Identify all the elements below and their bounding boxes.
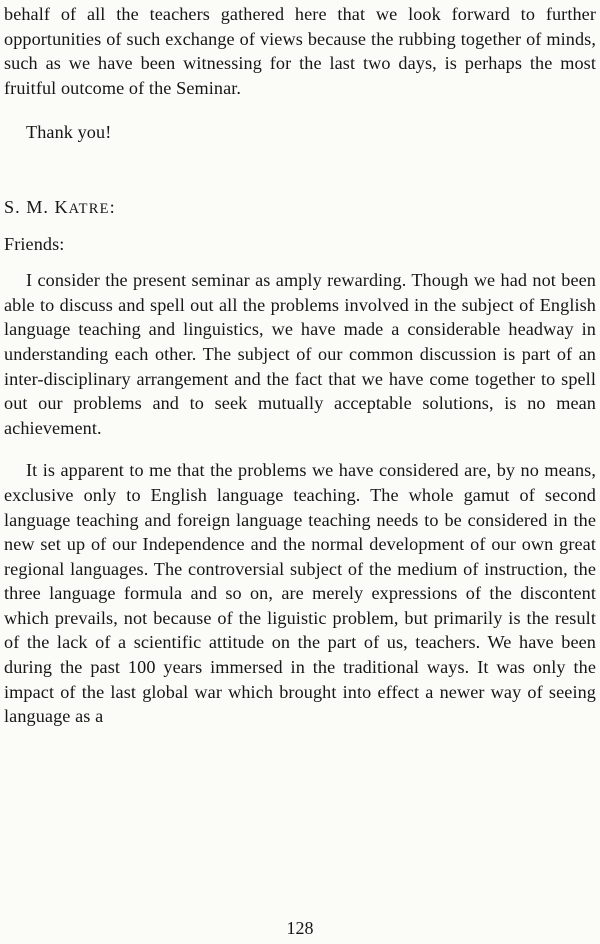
page-number: 128 [286, 918, 314, 938]
paragraph-1: I consider the present seminar as amply rewarding. Though we had not been able to discuss and spell out all the problems involved in the subject of English language teaching and linguistics, we have made a considerable headway in understanding each other. The subject of our common discussion is part of an inter-disciplinary arrangement and the fact that we have come together to spell out our problems and to seek mutually acceptable solutions, is no mean achievement. [4, 270, 596, 438]
speaker-surname-smallcaps: ATRE [68, 200, 110, 217]
paragraph-2: It is apparent to me that the problems we have considered are, by no means, exclusive only to English language teaching. The whole gamut of second language teaching and foreign language teaching needs to be considered in the new set up of our Independence and the normal development of our own great regional languages. The controversial subject of the medium of instruction, the three language formula and so on, are merely expressions of the discontent which prevails, not because of the liguistic problem, but primarily is the result of the lack of a scientific attitude on the part of us, teachers. We have been during the past 100 years immersed in the traditional ways. It was only the impact of the last global war which brought into effect a newer way of seeing language as a [4, 460, 596, 727]
salutation: Friends: [4, 233, 65, 254]
page-body [4, 2, 596, 729]
thank-you-line: Thank you! [26, 122, 112, 143]
speaker-colon: : [109, 196, 116, 217]
continuation-paragraph: behalf of all the teachers gathered here that we look forward to further opportunities of such exchange of views because the rubbing together of minds, such as we have been witnessing for the last two days, is perhaps the most fruitful outcome of the Seminar. [4, 4, 596, 98]
speaker-name [4, 195, 596, 222]
speaker-initials: S. M. K [4, 196, 69, 217]
